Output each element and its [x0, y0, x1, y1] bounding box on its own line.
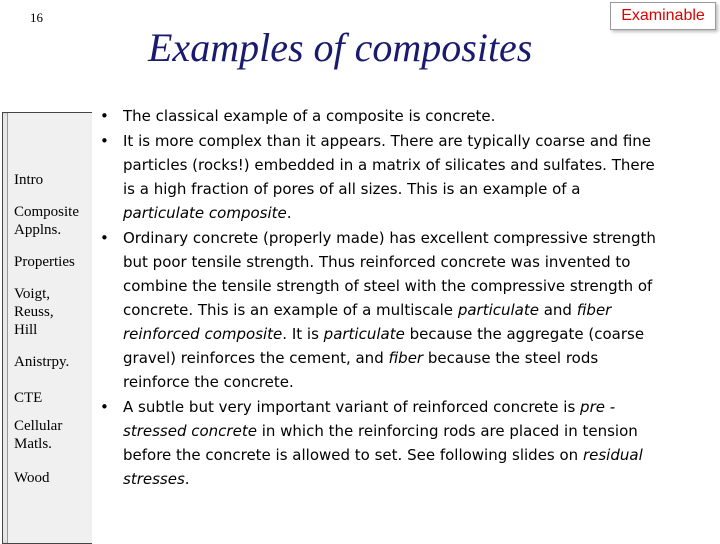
- text-segment: and: [538, 301, 577, 319]
- italic-term: particulate: [323, 325, 405, 343]
- text-segment: The classical example of a composite is concrete.: [123, 107, 496, 125]
- text-segment: . It is: [282, 325, 324, 343]
- bullet-list: [98, 104, 658, 492]
- slide-title: Examples of composites: [148, 25, 533, 70]
- bullet-text: [123, 398, 643, 488]
- italic-term: fiber: [388, 349, 424, 367]
- bullet-item: [98, 104, 658, 128]
- text-segment: It is more complex than it appears. There are typically coarse and fine particles (rocks!) embedded in a matrix of silicates and sulfates. There is a high fraction of pores of all sizes. This is an example of a: [123, 132, 655, 198]
- bullet-text: [123, 229, 656, 391]
- bullet-text: [123, 107, 495, 125]
- bullet-item: [98, 226, 658, 394]
- sidebar-item-cte[interactable]: CTE: [14, 390, 43, 406]
- italic-term: particulate: [457, 301, 539, 319]
- text-segment: A subtle but very important variant of reinforced concrete is: [123, 398, 581, 416]
- italic-term: residual stresses: [123, 446, 643, 488]
- bullet-item: [98, 129, 658, 225]
- text-segment: .: [184, 470, 190, 488]
- sidebar-item-properties[interactable]: Properties: [14, 254, 75, 270]
- examinable-badge: Examinable: [610, 2, 716, 30]
- text-segment: because the steel rods reinforce the concrete.: [123, 349, 599, 391]
- sidebar-item-wood[interactable]: Wood: [14, 470, 50, 486]
- italic-term: particulate composite: [123, 204, 287, 222]
- sidebar-item-voigt-reuss-hill[interactable]: Voigt, Reuss, Hill: [14, 286, 54, 338]
- text-segment: Ordinary concrete (properly made) has excellent compressive strength but poor tensile strength. Thus reinforced concrete was invented to combine the tensile strength of steel with the compressive strength of concrete. This is an example of a multiscale: [123, 229, 656, 319]
- italic-term: pre -stressed concrete: [123, 398, 616, 440]
- sidebar-item-cellular-matls[interactable]: Cellular Matls.: [14, 418, 63, 452]
- page-number: 16: [30, 10, 43, 25]
- sidebar-item-intro[interactable]: Intro: [14, 172, 44, 188]
- text-segment: because the aggregate (coarse gravel) reinforces the cement, and: [123, 325, 645, 367]
- bullet-dot: •: [100, 132, 109, 150]
- bullet-item: [98, 395, 658, 491]
- text-segment: .: [286, 204, 292, 222]
- sidebar-item-anisotropy[interactable]: Anistrpy.: [14, 354, 70, 370]
- sidebar-panel: [7, 113, 92, 543]
- bullet-dot: •: [100, 107, 109, 125]
- italic-term: fiber reinforced composite: [123, 301, 612, 343]
- bullet-dot: •: [100, 229, 109, 247]
- sidebar-item-composite-applns[interactable]: Composite Applns.: [14, 204, 80, 238]
- sidebar-nav: [2, 112, 92, 544]
- text-segment: in which the reinforcing rods are placed in tension before the concrete is allowed to set. See following slides on: [123, 422, 638, 464]
- bullet-text: [123, 132, 655, 222]
- bullet-dot: •: [100, 398, 109, 416]
